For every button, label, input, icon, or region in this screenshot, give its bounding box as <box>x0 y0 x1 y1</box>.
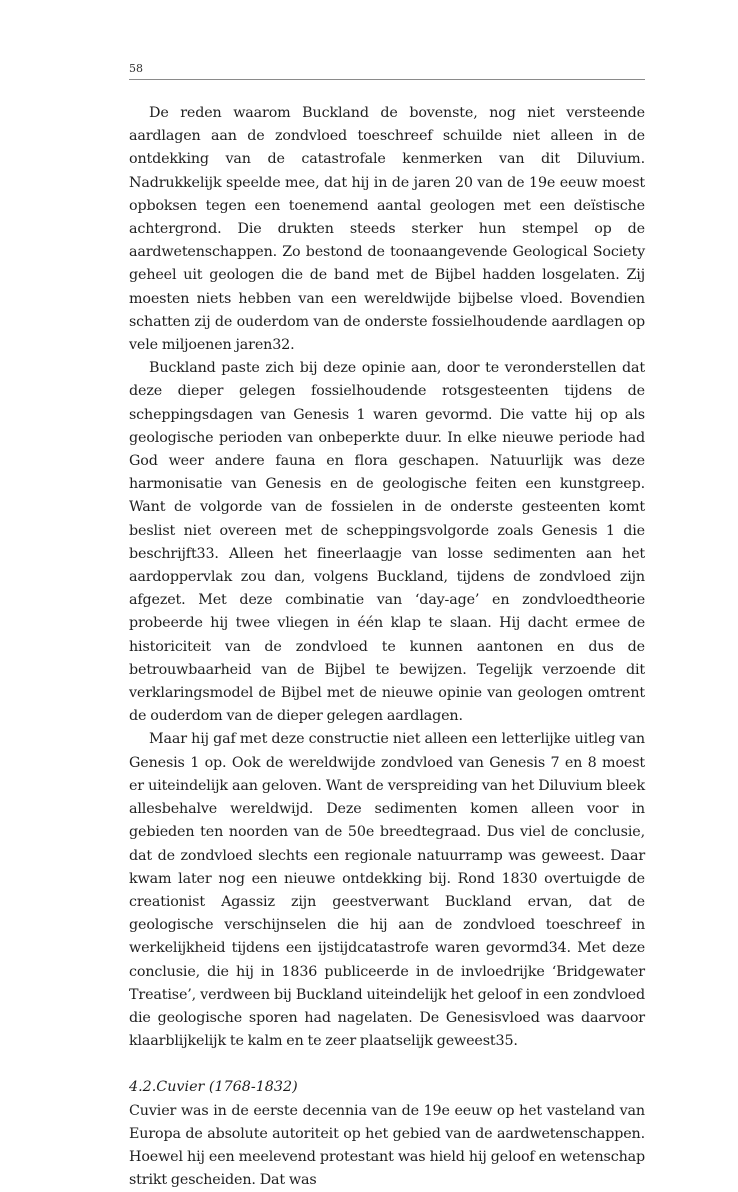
paragraph-1: De reden waarom Buckland de bovenste, nog niet versteende aardlagen aan de zondvloed toeschreef schuilde niet alleen in de ontdekking van de catastrofale kenmerken van dit Diluvium. Nadrukkelijk speelde mee, dat hij in de jaren 20 van de 19e eeuw moest opboksen tegen een toenemend aantal geologen met een deïstische achtergrond. Die drukten steeds sterker hun stempel op de aardwetenschappen. Zo bestond de toonaangevende Geological Society geheel uit geologen die de band met de Bijbel hadden losgelaten. Zij moesten niets hebben van een wereldwijde bijbelse vloed. Bovendien schatten zij de ouderdom van de onderste fossielhoudende aardlagen op vele miljoenen jaren32. <box>129 105 645 354</box>
section-paragraph: Cuvier was in de eerste decennia van de 19e eeuw op het vasteland van Europa de absolute autoriteit op het gebied van de aardwetenschappen. Hoewel hij een meelevend protestant was hield hij geloof en wetenschap strikt gescheiden. Dat was <box>129 1102 645 1189</box>
page-body <box>129 102 645 1192</box>
section-heading: 4.2.Cuvier (1768-1832) <box>129 1079 298 1096</box>
paragraph-3: Maar hij gaf met deze constructie niet alleen een letterlijke uitleg van Genesis 1 op. Ook de wereldwijde zondvloed van Genesis 7 en 8 moest er uiteindelijk aan geloven. Want de verspreiding van het Diluvium bleek allesbehalve wereldwijd. Deze sedimenten komen alleen voor in gebieden ten noorden van de 50e breedtegraad. Dus viel de conclusie, dat de zondvloed slechts een regionale natuurramp was geweest. Daar kwam later nog een nieuwe ontdekking bij. Rond 1830 overtuigde de creationist Agassiz zijn geestverwant Buckland ervan, dat de geologische verschijnselen die hij aan de zondvloed toeschreef in werkelijkheid tijdens een ijstijdcatastrofe waren gevormd34. Met deze conclusie, die hij in 1836 publiceerde in de invloedrijke ‘Bridgewater Treatise’, verdween bij Buckland uiteindelijk het geloof in een zondvloed die geologische sporen had nagelaten. De Genesisvloed was daarvoor klaarblijkelijk te kalm en te zeer plaatselijk geweest35. <box>129 731 645 1050</box>
paragraph-2: Buckland paste zich bij deze opinie aan, door te veronderstellen dat deze dieper gelegen fossielhoudende rotsgesteenten tijdens de scheppingsdagen van Genesis 1 waren gevormd. Die vatte hij op als geologische perioden van onbeperkte duur. In elke nieuwe periode had God weer andere fauna en flora geschapen. Natuurlijk was deze harmonisatie van Genesis en de geologische feiten een kunstgreep. Want de volgorde van de fossielen in de onderste gesteenten komt beslist niet overeen met de scheppingsvolgorde zoals Genesis 1 die beschrijft33. Alleen het fineerlaagje van losse sedimenten aan het aardoppervlak zou dan, volgens Buckland, tijdens de zondvloed zijn afgezet. Met deze combinatie van ‘day-age’ en zondvloedtheorie probeerde hij twee vliegen in één klap te slaan. Hij dacht ermee de historiciteit van de zondvloed te kunnen aantonen en dus de betrouwbaarheid van de Bijbel te bewijzen. Tegelijk verzoende dit verklaringsmodel de Bijbel met de nieuwe opinie van geologen omtrent de ouderdom van de dieper gelegen aardlagen. <box>129 360 645 725</box>
page-number: 58 <box>129 62 143 75</box>
page-header <box>129 62 645 80</box>
